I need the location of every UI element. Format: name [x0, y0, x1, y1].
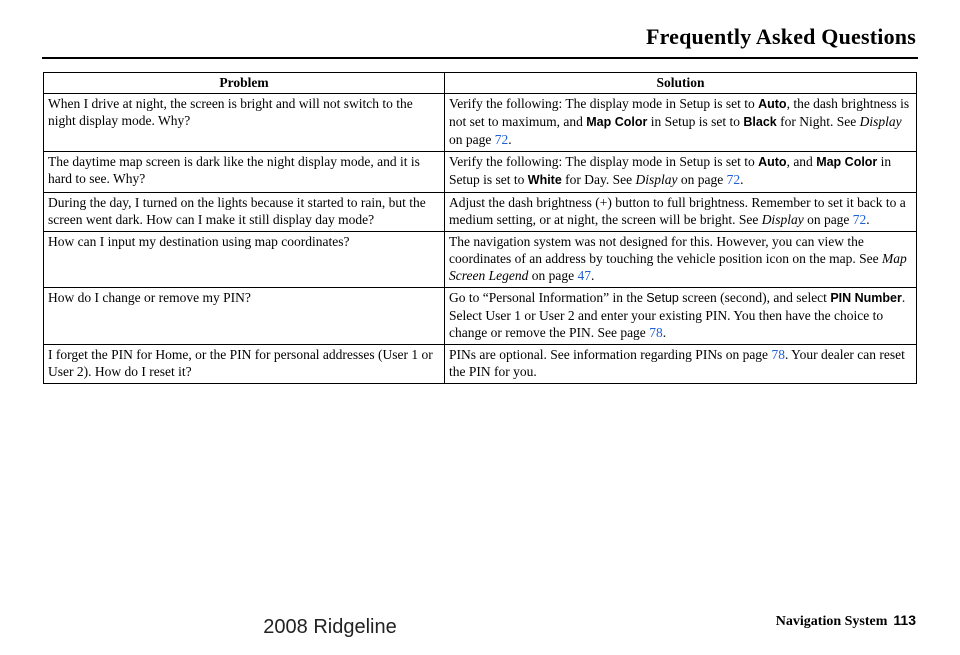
problem-cell: During the day, I turned on the lights because it started to rain, but the screen went dark. How can I make it still display day mode?: [44, 193, 445, 232]
table-row: [44, 152, 917, 193]
page-link[interactable]: 72: [852, 212, 867, 227]
solution-text: .: [590, 268, 595, 283]
title-rule: [42, 57, 918, 59]
solution-text: Adjust the dash brightness (+) button to full brightness. Remember to set it back to a medium setting, or at night, the screen will be bright. See: [449, 195, 906, 227]
section-reference: Display: [761, 212, 804, 227]
solution-text: on page: [677, 172, 727, 187]
solution-text: .: [866, 212, 870, 227]
solution-text: in Setup is set to: [647, 114, 744, 129]
table-row: [44, 193, 917, 232]
watermark-text: 2008 Ridgeline: [263, 616, 397, 638]
solution-text: . Select User 1 or User 2 and enter your existing PIN. You then have the choice to change or remove the PIN. See page: [449, 290, 906, 340]
column-header-solution: Solution: [445, 73, 917, 94]
solution-text: on page: [528, 268, 578, 283]
setting-keyword: Map Color: [816, 155, 878, 169]
solution-text: , the dash brightness is not set to maximum, and: [449, 96, 910, 129]
setting-keyword: Auto: [758, 155, 787, 169]
page-link[interactable]: 78: [771, 347, 785, 362]
problem-cell: When I drive at night, the screen is bright and will not switch to the night display mode. Why?: [44, 94, 445, 152]
solution-text: .: [662, 325, 667, 340]
solution-text: Go to “Personal Information” in the: [449, 290, 647, 305]
problem-cell: The daytime map screen is dark like the night display mode, and it is hard to see. Why?: [44, 152, 445, 193]
problem-cell: How can I input my destination using map coordinates?: [44, 232, 445, 288]
setting-keyword: White: [527, 173, 562, 187]
setting-keyword: Map Color: [586, 115, 648, 129]
section-reference: Display: [859, 114, 902, 129]
solution-text: . Your dealer can reset the PIN for you.: [449, 347, 905, 379]
solution-cell: [445, 94, 917, 152]
page-link[interactable]: 78: [649, 325, 663, 340]
page-link[interactable]: 72: [494, 132, 509, 147]
setting-keyword: Black: [743, 115, 777, 129]
table-row: [44, 288, 917, 345]
table-row: [44, 232, 917, 288]
problem-cell: How do I change or remove my PIN?: [44, 288, 445, 345]
solution-cell: [445, 288, 917, 345]
page-footer: [776, 612, 916, 630]
page-number: 113: [893, 612, 916, 628]
setting-keyword: Auto: [758, 97, 787, 111]
solution-text: .: [508, 132, 512, 147]
solution-cell: [445, 232, 917, 288]
faq-table: [43, 72, 917, 384]
section-reference: Display: [635, 172, 678, 187]
solution-text: The navigation system was not designed for this. However, you can view the coordinates of an address by touching the vehicle position icon on the map. See: [449, 234, 883, 266]
table-row: [44, 345, 917, 384]
setting-keyword: Setup: [646, 291, 679, 305]
problem-cell: I forget the PIN for Home, or the PIN for personal addresses (User 1 or User 2). How do I reset it?: [44, 345, 445, 384]
solution-text: for Day. See: [561, 172, 636, 187]
solution-cell: [445, 345, 917, 384]
solution-text: in Setup is set to: [449, 154, 892, 187]
solution-text: for Night. See: [776, 114, 860, 129]
solution-text: .: [740, 172, 744, 187]
page-link[interactable]: 72: [726, 172, 741, 187]
solution-text: on page: [803, 212, 853, 227]
solution-text: on page: [449, 132, 495, 147]
column-header-problem: Problem: [44, 73, 445, 94]
section-name: Navigation System: [775, 614, 888, 629]
table-header-row: [44, 73, 917, 94]
solution-text: screen (second), and select: [678, 290, 831, 305]
solution-text: PINs are optional. See information regarding PINs on page: [449, 347, 772, 362]
page-title: Frequently Asked Questions: [645, 24, 916, 49]
section-reference: Map Screen Legend: [449, 251, 907, 283]
solution-text: , and: [786, 154, 817, 169]
solution-cell: [445, 152, 917, 193]
solution-text: Verify the following: The display mode in Setup is set to: [449, 154, 759, 169]
solution-cell: [445, 193, 917, 232]
page-link[interactable]: 47: [577, 268, 591, 283]
table-row: [44, 94, 917, 152]
setting-keyword: PIN Number: [830, 291, 902, 305]
solution-text: Verify the following: The display mode in Setup is set to: [449, 96, 759, 111]
